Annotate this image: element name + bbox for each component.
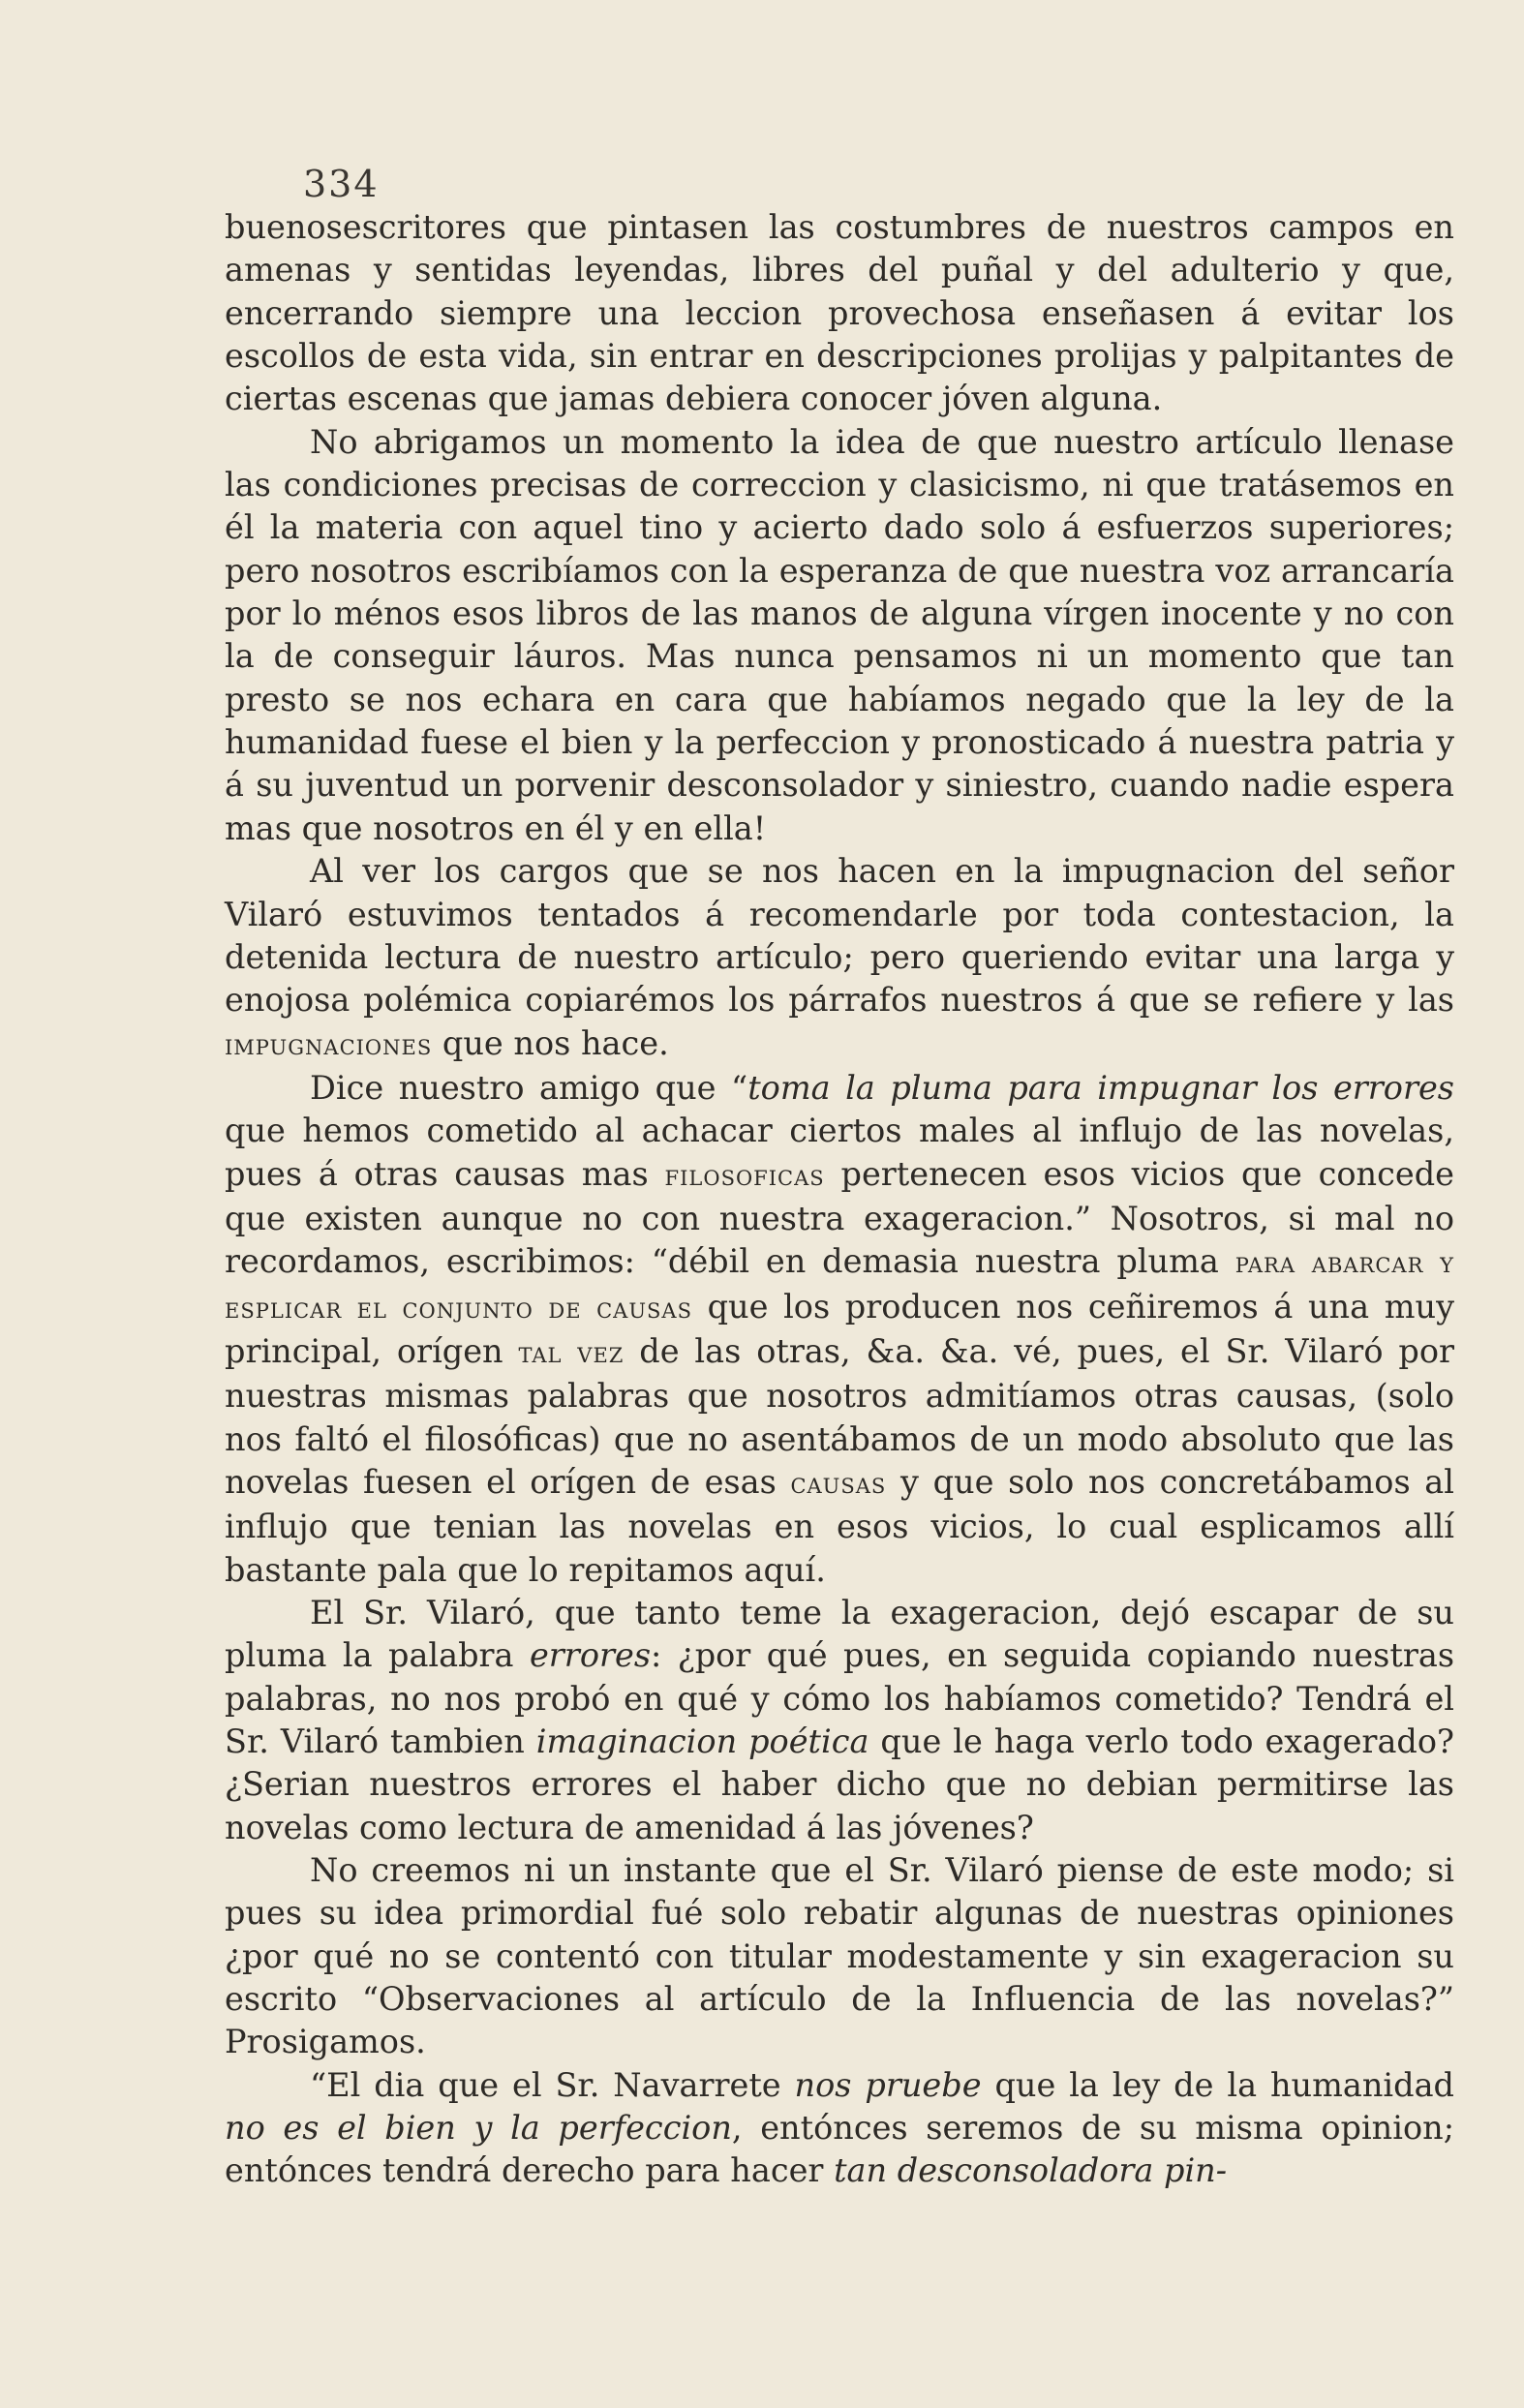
paragraph (225, 421, 1454, 850)
text-run: de las otras, &a. &a. vé, pues, el Sr. Vilaró por nuestras mismas palabras que nosotros admitíamos otras causas, (solo nos faltó el filosóficas) que no asentábamos de un modo absoluto que las novelas fuesen el orígen de esas (225, 1331, 1455, 1501)
text-run: No abrigamos un momento la idea de que nuestro artículo llenase las condiciones precisas de correccion y clasicismo, ni que tratásemos en él la materia con aquel tino y acierto dado solo á esfuerzos superiores; pero nosotros escribíamos con la esperanza de que nuestra voz arrancaría por lo ménos esos libros de las manos de alguna vírgen inocente y no con la de conseguir láuros. Mas nunca pensamos ni un momento que tan presto se nos echara en cara que habíamos negado que la ley de la humanidad fuese el bien y la perfeccion y pronosticado á nuestra patria y á su juventud un porvenir desconsolador y siniestro, cuando nadie espera mas que nosotros en él y en ella! (225, 422, 1454, 847)
text-run: y que solo nos concretábamos al influjo que tenian las novelas en esos vicios, lo cual esplicamos allí bastante pala que lo repitamos aquí. (225, 1462, 1454, 1589)
page-number: 334 (303, 163, 380, 205)
text-run: : ¿por qué pues, en seguida copiando nuestras palabras, no nos probó en qué y cómo los habíamos cometido? Tendrá el Sr. Vilaró tambien (225, 1636, 1455, 1761)
small-caps-text: filosoficas (664, 1158, 825, 1193)
text-run: que los producen nos ceñiremos á una muy principal, orígen (225, 1287, 1454, 1370)
italic-text: no es el bien y la perfeccion (225, 2109, 732, 2148)
text-run: buenosescritores que pintasen las costumbres de nuestros campos en amenas y sentidas leyendas, libres del puñal y del adulterio y que, encerrando siempre una leccion provechosa enseñasen á evitar los escollos de esta vida, sin entrar en descripciones prolijas y palpitantes de ciertas escenas que jamas debiera conocer jóven alguna. (225, 208, 1454, 418)
text-run: que hemos cometido al achacar ciertos males al influjo de las novelas, pues á otras causas mas (225, 1112, 1454, 1193)
paragraph (225, 1592, 1454, 1849)
small-caps-text: para abarcar y esplicar el conjunto de causas (225, 1246, 1454, 1326)
text-run: Al ver los cargos que se nos hacen en la impugnacion del señor Vilaró estuvimos tentados á recomendarle por toda contestacion, la detenida lectura de nuestro artículo; pero queriendo evitar una larga y enojosa polémica copiarémos los párrafos nuestros á que se refiere y las (225, 852, 1454, 1020)
text-run: pertenecen esos vicios que concede que existen aunque no con nuestra exageracion.” Nosotros, si mal no recordamos, escribimos: “débil en demasia nuestra pluma (225, 1154, 1454, 1281)
paragraph (225, 1067, 1454, 1592)
text-run: que le haga verlo todo exagerado? ¿Serian nuestros errores el haber dicho que no debian permitirse las novelas como lectura de amenidad á las jóvenes? (225, 1722, 1454, 1846)
paragraph (225, 1849, 1454, 2064)
body-text (225, 206, 1454, 2193)
italic-text: toma la pluma para impugnar los errores (747, 1068, 1454, 1107)
small-caps-text: impugnaciones (225, 1027, 433, 1062)
text-run: , entónces seremos de su misma opinion; entónces tendrá derecho para hacer (225, 2109, 1454, 2190)
text-run: que nos hace. (432, 1023, 669, 1062)
text-run: Dice nuestro amigo que “ (310, 1068, 748, 1107)
italic-text: tan desconsoladora pin- (834, 2151, 1228, 2190)
text-run: No creemos ni un instante que el Sr. Vilaró piense de este modo; si pues su idea primordial fué solo rebatir algunas de nuestras opiniones ¿por qué no se contentó con titular modestamente y sin exageracion su escrito “Observaciones al artículo de la Influencia de las novelas?” Prosigamos. (225, 1851, 1454, 2061)
italic-text: imaginacion poética (535, 1722, 869, 1761)
italic-text: errores (529, 1636, 652, 1675)
small-caps-text: causas (790, 1466, 887, 1501)
italic-text: nos pruebe (794, 2065, 982, 2104)
text-run: “El dia que el Sr. Navarrete (310, 2065, 795, 2104)
paragraph (225, 850, 1454, 1067)
small-caps-text: tal vez (518, 1335, 625, 1370)
paragraph (225, 206, 1454, 421)
text-run: El Sr. Vilaró, que tanto teme la exageracion, dejó escapar de su pluma la palabra (225, 1594, 1454, 1675)
paragraph (225, 2064, 1454, 2193)
text-run: que la ley de la humanidad (981, 2065, 1454, 2104)
